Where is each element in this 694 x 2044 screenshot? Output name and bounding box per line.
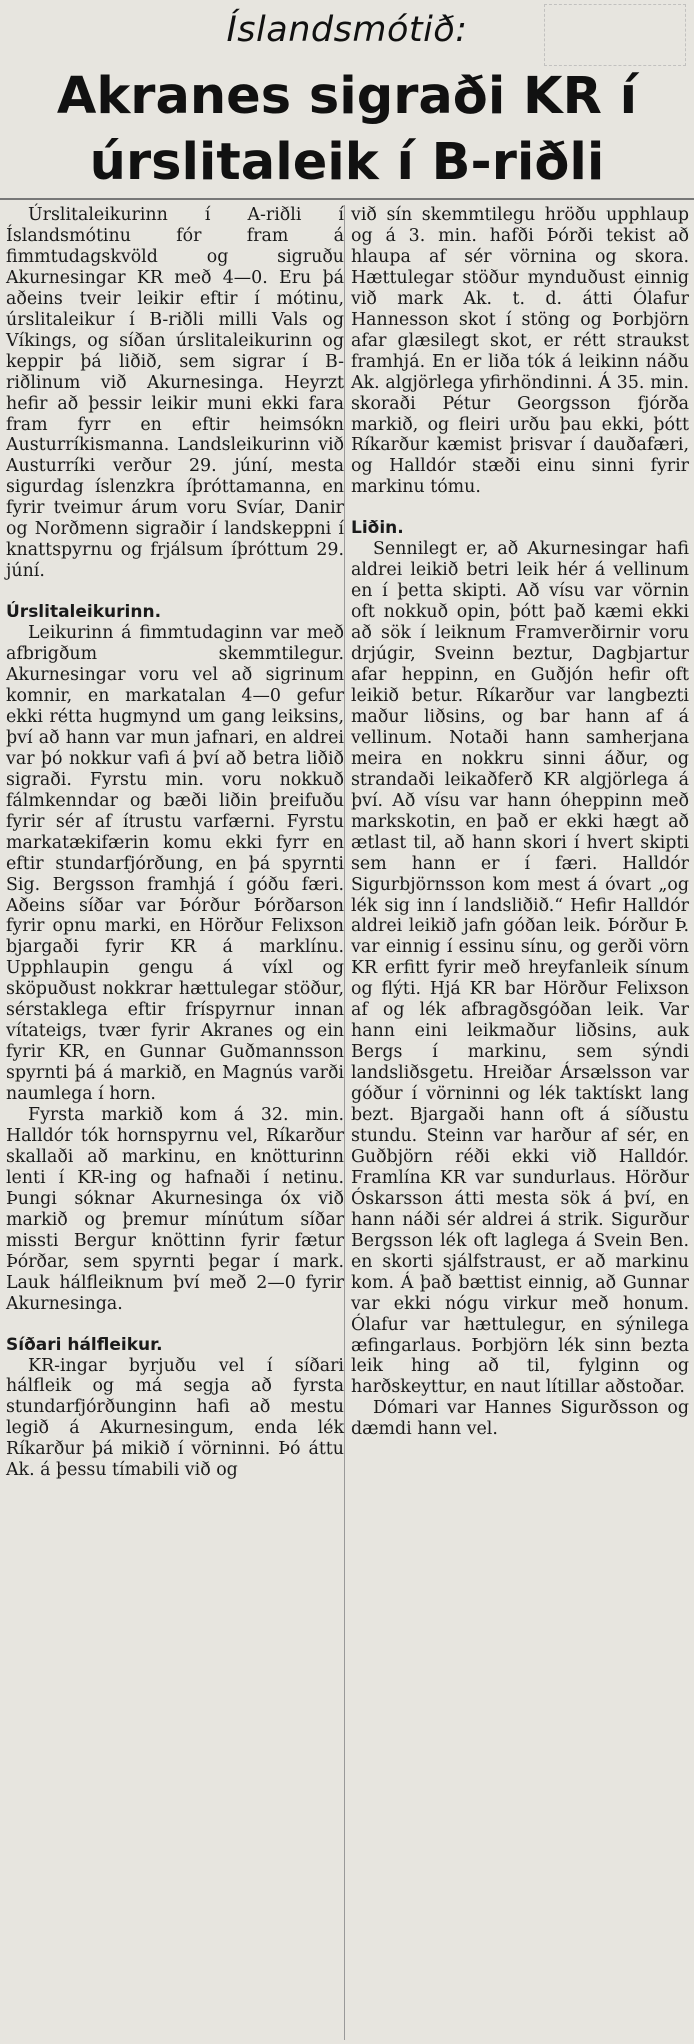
headline-line-2: úrslitaleik í B-riðli xyxy=(89,133,605,192)
paragraph: Úrslitaleikurinn í A-riðli í Íslandsmótinu fór fram á fimmtudagskvöld og sigruðu Akurnesingar KR með 4—0. Eru þá aðeins tveir leikir eftir í mótinu, úrslitaleikur í B-riðli milli Vals og Víkings, og síðan úrslitaleikurinn og keppir þá liðið, sem sigrar í B-riðlinum við Akurnesinga. Heyrzt hefir að þessir leikir muni ekki fara fram fyrr en eftir heimsókn Austurríkismanna. Landsleikurinn við Austurríki verður 29. júní, mesta sigurdag íslenzkra íþróttamanna, en fyrir tveimur árum voru Svíar, Danir og Norðmenn sigraðir í landskeppni í knattspyrnu og frjálsum íþróttum 29. júní. xyxy=(6,205,344,582)
paragraph: Sennilegt er, að Akurnesingar hafi aldrei leikið betri leik hér á vellinum en í þetta skipti. Að vísu var vörnin oft nokkuð opin, þótt það kæmi ekki að sök í leiknum Framverðirnir voru drjúgir, Sveinn beztur, Dagbjartur afar heppinn, en Guðjón hefir oft leikið betur. Ríkarður var langbezti maður liðsins, og bar hann af á vellinum. Notaði hann samherjana meira en nokkru sinni áður, og strandaði leikaðferð KR algjörlega á því. Að vísu var hann óheppinn með markskotin, en það er ekki hægt að ætlast til, að hann skori í hvert skipti sem hann er í færi. Halldór Sigurbjörnsson kom mest á óvart „og lék sig inn í landsliðið.“ Hefir Halldór aldrei leikið jafn góðan leik. Þórður Þ. var einnig í essinu sínu, og gerði vörn KR erfitt fyrir með hreyfanleik sínum og flýti. Hjá KR bar Hörður Felixson af og lék afbragðsgóðan leik. Var hann eini leikmaður liðsins, auk Bergs í markinu, sem sýndi landsliðsgetu. Hreiðar Ársælsson var góður í vörninni og lék taktískt lang bezt. Bjargaði hann oft á síðustu stundu. Steinn var harður af sér, en Guðbjörn réði ekki við Halldór. Framlína KR var sundurlaus. Hörður Óskarsson átti mesta sök á því, en hann náði sér aldrei á strik. Sigurður Bergsson lék oft laglega á Svein Ben. en skorti sjálfstraust, er að markinu kom. Á það bættist einnig, að Gunnar var ekki nógu virkur með honum. Ólafur var hættulegur, en sýnilega æfingarlaus. Þorbjörn lék sinn bezta leik hing að til, fylginn og harðskeyttur, en naut lítillar aðstoðar. xyxy=(351,539,689,1398)
paragraph: KR-ingar byrjuðu vel í síðari hálfleik og má segja að fyrsta stundarfjórðunginn hafi að mestu legið á Akurnesingum, enda lék Ríkarður þá mikið í vörninni. Þó áttu Ak. á þessu tímabili við og xyxy=(6,1355,344,1481)
subheading: Síðari hálfleikur. xyxy=(6,1334,163,1355)
column-divider xyxy=(344,205,345,2040)
subheading: Liðin. xyxy=(351,518,404,539)
right-column xyxy=(351,205,689,1440)
headline xyxy=(0,64,694,196)
left-column xyxy=(6,205,344,1481)
headline-line-1: Akranes sigraði KR í xyxy=(56,67,638,126)
headline-rule xyxy=(0,198,694,200)
kicker: Íslandsmótið: xyxy=(226,10,468,50)
paragraph: við sín skemmtilegu hröðu upphlaup og á 3. min. hafði Þórði tekist að hlaupa af sér vörnina og skora. Hættulegar stöður mynduðust einnig við mark Ak. t. d. átti Ólafur Hannesson skot í stöng og Þorbjörn afar glæsilegt skot, er rétt straukst framhjá. En er liða tók á leikinn náðu Ak. algjörlega yfirhöndinni. Á 35. min. skoraði Pétur Georgsson fjórða markið, og fleiri urðu þau ekki, þótt Ríkarður kæmist þrisvar í dauðafæri, og Halldór stæði einu sinni fyrir markinu tómu. xyxy=(351,205,689,498)
paragraph: Dómari var Hannes Sigurðsson og dæmdi hann vel. xyxy=(351,1398,689,1440)
paragraph: Fyrsta markið kom á 32. min. Halldór tók hornspyrnu vel, Ríkarður skallaði að markinu, en knötturinn lenti í KR-ing og hafnaði í netinu. Þungi sóknar Akurnesinga óx við markið og þremur mínútum síðar missti Bergur knöttinn fyrir fætur Þórðar, sem spyrnti þegar í mark. Lauk hálfleiknum því með 2—0 fyrir Akurnesinga. xyxy=(6,1105,344,1314)
paragraph: Leikurinn á fimmtudaginn var með afbrigðum skemmtilegur. Akurnesingar voru vel að sigrinum komnir, en markatalan 4—0 gefur ekki rétta hugmynd um gang leiksins, því að hann var mun jafnari, en aldrei var þó nokkur vafi á því að betra liðið sigraði. Fyrstu min. voru nokkuð fálmkenndar og bæði liðin þreifuðu fyrir sér af ítrustu varfærni. Fyrstu markatækifærin komu ekki fyrr en eftir stundarfjórðung, en þá spyrnti Sig. Bergsson framhjá í góðu færi. Aðeins síðar var Þórður Þórðarson fyrir opnu marki, en Hörður Felixson bjargaði fyrir KR á marklínu. Upphlaupin gengu á víxl og sköpuðust nokkrar hættulegar stöður, sérstaklega eftir fríspyrnur innan vítateigs, tvær fyrir Akranes og ein fyrir KR, en Gunnar Guðmannsson spyrnti þá á markið, en Magnús varði naumlega í horn. xyxy=(6,623,344,1105)
subheading: Úrslitaleikurinn. xyxy=(6,602,162,623)
